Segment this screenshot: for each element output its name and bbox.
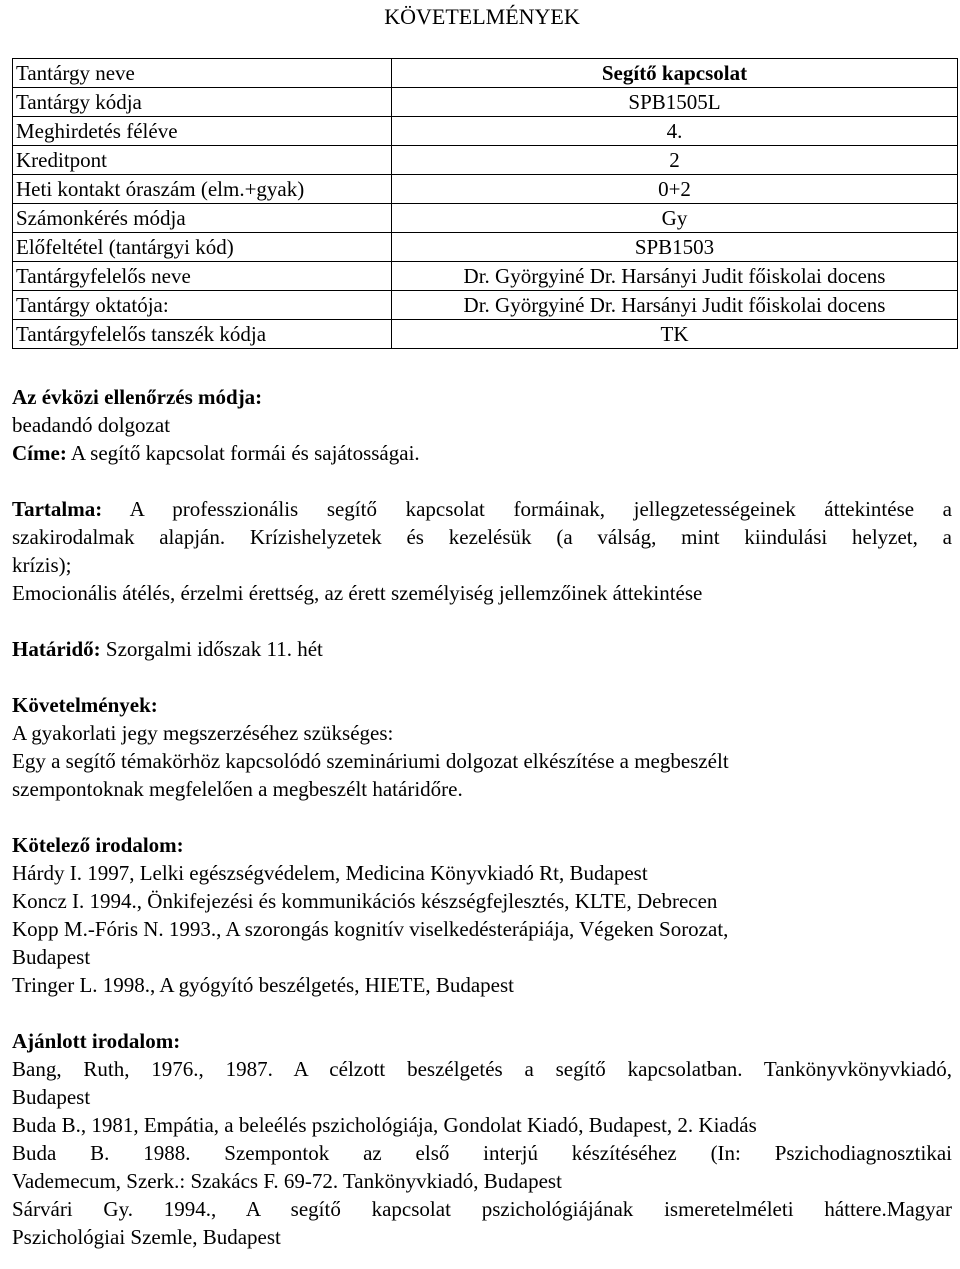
recommended-literature-item: Buda B., 1981, Empátia, a beleélés pszichológiája, Gondolat Kiadó, Budapest, 2. Kiadás <box>12 1113 757 1137</box>
requirements-heading: Követelmények: <box>12 693 158 717</box>
recommended-literature-item: Buda B. 1988. Szempontok az első interjú készítéséhez (In: Pszichodiagnosztikai <box>12 1141 952 1165</box>
deadline-section <box>12 635 952 663</box>
mandatory-literature-item: Tringer L. 1998., A gyógyító beszélgetés, HIETE, Budapest <box>12 973 514 997</box>
requirements-line: Egy a segítő témakörhöz kapcsolódó szemináriumi dolgozat elkészítése a megbeszélt <box>12 749 729 773</box>
info-row <box>13 146 958 175</box>
midterm-type: beadandó dolgozat <box>12 413 171 437</box>
title-label: Címe: <box>12 441 67 465</box>
info-key: Heti kontakt óraszám (elm.+gyak) <box>13 175 392 204</box>
recommended-literature-item: Sárvári Gy. 1994., A segítő kapcsolat pszichológiájának ismeretelméleti háttere.Magyar <box>12 1197 952 1221</box>
mandatory-literature-item: Koncz I. 1994., Önkifejezési és kommunikációs készségfejlesztés, KLTE, Debrecen <box>12 889 718 913</box>
info-row <box>13 59 958 88</box>
content-section <box>12 495 952 607</box>
content-line: szakirodalmak alapján. Krízishelyzetek és kezelésük (a válság, mint kiindulási helyzet, a <box>12 525 952 549</box>
info-key: Tantárgy kódja <box>13 88 392 117</box>
recommended-literature-item: Vademecum, Szerk.: Szakács F. 69-72. Tankönyvkiadó, Budapest <box>12 1169 562 1193</box>
midterm-section <box>12 383 952 467</box>
info-key: Tantárgy oktatója: <box>13 291 392 320</box>
info-key: Meghirdetés féléve <box>13 117 392 146</box>
recommended-literature-section <box>12 1027 952 1251</box>
deadline-label: Határidő: <box>12 637 101 661</box>
info-value: SPB1505L <box>392 88 958 117</box>
assignment-title: A segítő kapcsolat formái és sajátosságai. <box>66 441 420 465</box>
info-value: 2 <box>392 146 958 175</box>
midterm-heading: Az évközi ellenőrzés módja: <box>12 385 263 409</box>
info-value: 0+2 <box>392 175 958 204</box>
document-body <box>12 383 952 1251</box>
document-page <box>12 0 952 1249</box>
deadline-value: Szorgalmi időszak 11. hét <box>100 637 323 661</box>
info-row <box>13 233 958 262</box>
content-line: krízis); <box>12 553 72 577</box>
requirements-line: A gyakorlati jegy megszerzéséhez szükséges: <box>12 721 394 745</box>
recommended-literature-item: Pszichológiai Szemle, Budapest <box>12 1225 281 1249</box>
info-value: Gy <box>392 204 958 233</box>
mandatory-literature-section <box>12 831 952 999</box>
recommended-literature-item: Budapest <box>12 1085 91 1109</box>
content-line: A professzionális segítő kapcsolat formáinak, jellegzetességeinek áttekintése a <box>102 497 952 521</box>
info-value: Segítő kapcsolat <box>392 59 958 88</box>
requirements-section <box>12 691 952 803</box>
page-title: KÖVETELMÉNYEK <box>384 4 580 29</box>
info-row <box>13 175 958 204</box>
info-value: Dr. Györgyiné Dr. Harsányi Judit főiskolai docens <box>392 291 958 320</box>
info-value: SPB1503 <box>392 233 958 262</box>
info-value: TK <box>392 320 958 349</box>
content-label: Tartalma: <box>12 497 103 521</box>
info-value: Dr. Györgyiné Dr. Harsányi Judit főiskolai docens <box>392 262 958 291</box>
info-key: Tantárgyfelelős tanszék kódja <box>13 320 392 349</box>
info-row <box>13 88 958 117</box>
mandatory-literature-item: Hárdy I. 1997, Lelki egészségvédelem, Medicina Könyvkiadó Rt, Budapest <box>12 861 648 885</box>
course-info-table <box>12 58 958 349</box>
info-row <box>13 117 958 146</box>
info-row <box>13 291 958 320</box>
requirements-line: szempontoknak megfelelően a megbeszélt határidőre. <box>12 777 463 801</box>
content-line: Emocionális átélés, érzelmi érettség, az érett személyiség jellemzőinek áttekintése <box>12 581 703 605</box>
info-row <box>13 262 958 291</box>
info-row <box>13 204 958 233</box>
info-value: 4. <box>392 117 958 146</box>
mandatory-literature-item: Kopp M.-Fóris N. 1993., A szorongás kognitív viselkedésterápiája, Végeken Sorozat, <box>12 917 729 941</box>
info-key: Tantárgy neve <box>13 59 392 88</box>
recommended-literature-heading: Ajánlott irodalom: <box>12 1029 181 1053</box>
info-row <box>13 320 958 349</box>
info-key: Előfeltétel (tantárgyi kód) <box>13 233 392 262</box>
info-key: Számonkérés módja <box>13 204 392 233</box>
info-key: Kreditpont <box>13 146 392 175</box>
mandatory-literature-heading: Kötelező irodalom: <box>12 833 184 857</box>
recommended-literature-item: Bang, Ruth, 1976., 1987. A célzott beszélgetés a segítő kapcsolatban. Tankönyvkönyvkiadó, <box>12 1057 952 1081</box>
info-key: Tantárgyfelelős neve <box>13 262 392 291</box>
mandatory-literature-item: Budapest <box>12 945 91 969</box>
